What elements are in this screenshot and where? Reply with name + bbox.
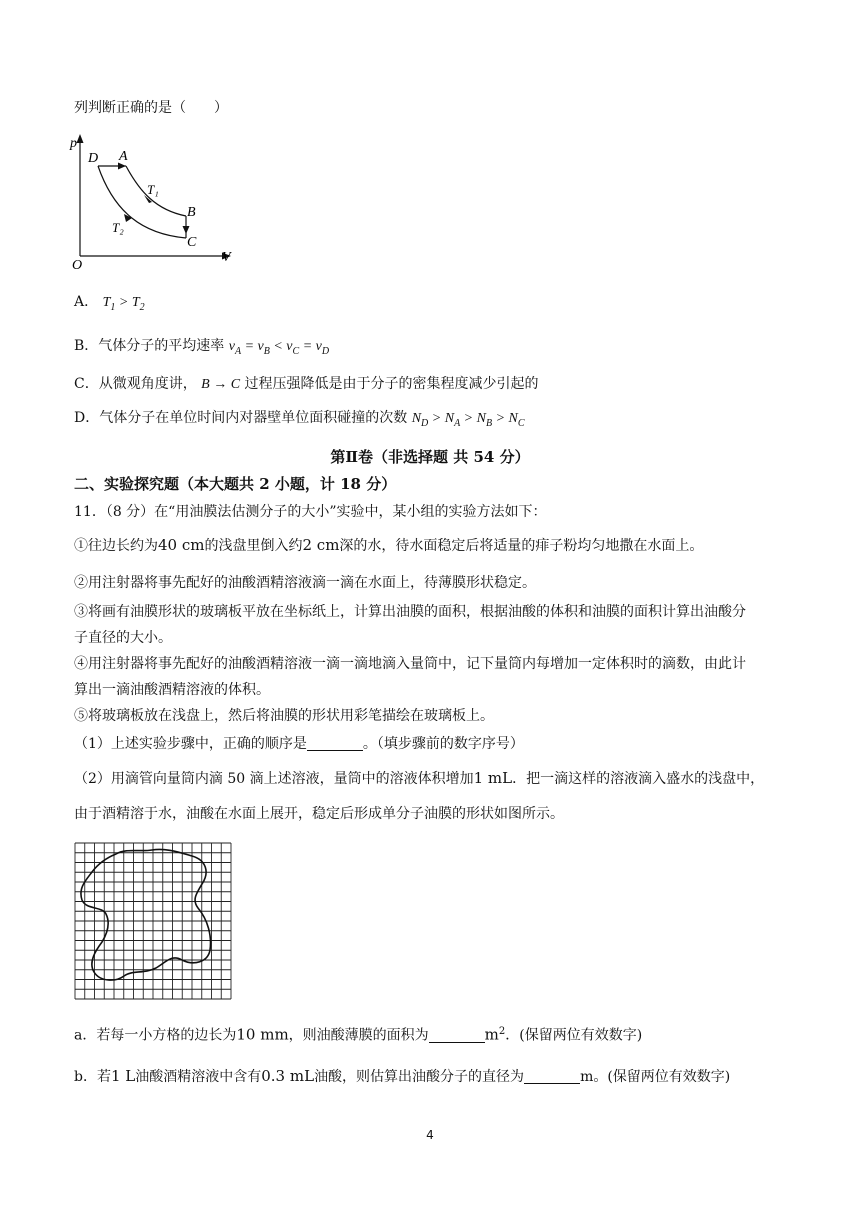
curve-t2-label: T₂ [112, 220, 124, 235]
part-a-text-a: a．若每一小方格的边长为 [74, 1027, 237, 1044]
part-b-text-a: b．若 [74, 1069, 111, 1085]
q11-part2-cont: 由于酒精溶于水，油酸在水面上展开，稳定后形成单分子油膜的形状如图所示。 [74, 806, 564, 822]
pv-diagram [66, 130, 241, 270]
option-d: D．气体分子在单位时间内对器壁单位面积碰撞的次数 $N_D > N_A > N_B > N_C$ [74, 410, 525, 429]
oil-film-grid-figure [74, 842, 232, 1000]
curve-t1-label: T₁ [147, 182, 159, 197]
part2-text-b: 1 mL [473, 769, 513, 787]
part2-text-a: （2）用滴管向量筒内滴 50 滴上述溶液，量筒中的溶液体积增加 [74, 771, 474, 787]
page-number: 4 [426, 1128, 434, 1142]
part-a-text-b: 10 mm [236, 1025, 289, 1044]
q11-part-b [74, 1066, 730, 1087]
step1-text-c: 的浅盘里倒入约 [204, 538, 303, 554]
point-b-label: B [187, 205, 196, 220]
axis-v-label: V [222, 250, 231, 265]
part2-text-c: ．把一滴这样的溶液滴入盛水的浅盘中， [512, 771, 765, 787]
option-a: A． $T_1 > T_2$ [74, 294, 145, 313]
q11-intro: 11．（8 分）在“用油膜法估测分子的大小”实验中，某小组的实验方法如下： [74, 504, 547, 520]
step1-text-a: ①往边长约为 [74, 538, 158, 554]
q11-step4b: 算出一滴油酸酒精溶液的体积。 [74, 682, 270, 698]
part-b-text-f: 。(保留两位有效数字) [593, 1069, 731, 1085]
part1-text-b: 。（填步骤前的数字序号） [362, 736, 524, 752]
q11-part-a: a．若每一小方格的边长为10 mm，则油酸薄膜的面积为 $m^2$．(保留两位有效数字) [74, 1025, 643, 1044]
step1-text-b: 40 cm [158, 536, 205, 554]
section-title: 第Ⅱ卷（非选择题 共 54 分） [330, 448, 530, 466]
q11-step4a: ④用注射器将事先配好的油酸酒精溶液一滴一滴地滴入量筒中，记下量筒内每增加一定体积时的滴数，由此计 [74, 656, 746, 672]
part-a-unit: m [484, 1025, 499, 1044]
q11-step3b: 子直径的大小。 [74, 630, 172, 646]
step1-text-d: 2 cm [302, 536, 340, 554]
q11-step3a: ③将画有油膜形状的玻璃板平放在坐标纸上，计算出油膜的面积，根据油酸的体积和油膜的面积计算出油酸分 [74, 604, 746, 620]
option-b-prefix: B．气体分子的平均速率 [74, 338, 225, 354]
point-a-label: A [119, 149, 128, 164]
part-b-unit: m [580, 1069, 594, 1085]
step1-text-e: 深的水，待水面稳定后将适量的痱子粉均匀地撒在水面上。 [339, 538, 704, 554]
option-a-prefix: A． [74, 294, 99, 310]
q11-part1 [74, 734, 524, 754]
part-b-text-c: 油酸酒精溶液中含有 [135, 1069, 262, 1085]
origin-label: O [72, 258, 83, 270]
point-c-label: C [187, 235, 197, 250]
part-a-answer-blank[interactable] [429, 1028, 485, 1043]
part-b-text-b: 1 L [110, 1067, 136, 1085]
option-d-prefix: D．气体分子在单位时间内对器壁单位面积碰撞的次数 [74, 410, 408, 426]
part-b-answer-blank[interactable] [524, 1069, 580, 1084]
option-c: C．从微观角度讲， B → C 过程压强降低是由于分子的密集程度减少引起的 [74, 376, 539, 392]
option-c-suffix: 过程压强降低是由于分子的密集程度减少引起的 [244, 376, 539, 392]
option-c-prefix: C．从微观角度讲， [74, 376, 197, 392]
part1-text-a: （1）上述实验步骤中，正确的顺序是 [74, 736, 307, 752]
axis-p-label: p [70, 136, 77, 151]
section2-heading: 二、实验探究题（本大题共 2 小题，计 18 分） [74, 475, 397, 493]
oil-film-outline [81, 849, 211, 980]
q11-part2 [74, 768, 764, 789]
question-10-tail: 列判断正确的是（ ） [74, 100, 228, 116]
option-b: B．气体分子的平均速率 $v_A = v_B < v_C = v_D$ [74, 338, 330, 357]
part-a-text-d: ．(保留两位有效数字) [505, 1027, 643, 1044]
part-a-text-c: ，则油酸薄膜的面积为 [288, 1027, 429, 1044]
point-d-label: D [88, 151, 99, 166]
part1-answer-blank[interactable] [307, 736, 363, 751]
q11-step2: ②用注射器将事先配好的油酸酒精溶液滴一滴在水面上，待薄膜形状稳定。 [74, 575, 536, 591]
q11-step1 [74, 535, 703, 556]
q11-step5: ⑤将玻璃板放在浅盘上，然后将油膜的形状用彩笔描绘在玻璃板上。 [74, 708, 494, 724]
part-b-text-e: 油酸，则估算出油酸分子的直径为 [314, 1069, 525, 1085]
part-b-text-d: 0.3 mL [261, 1067, 315, 1085]
